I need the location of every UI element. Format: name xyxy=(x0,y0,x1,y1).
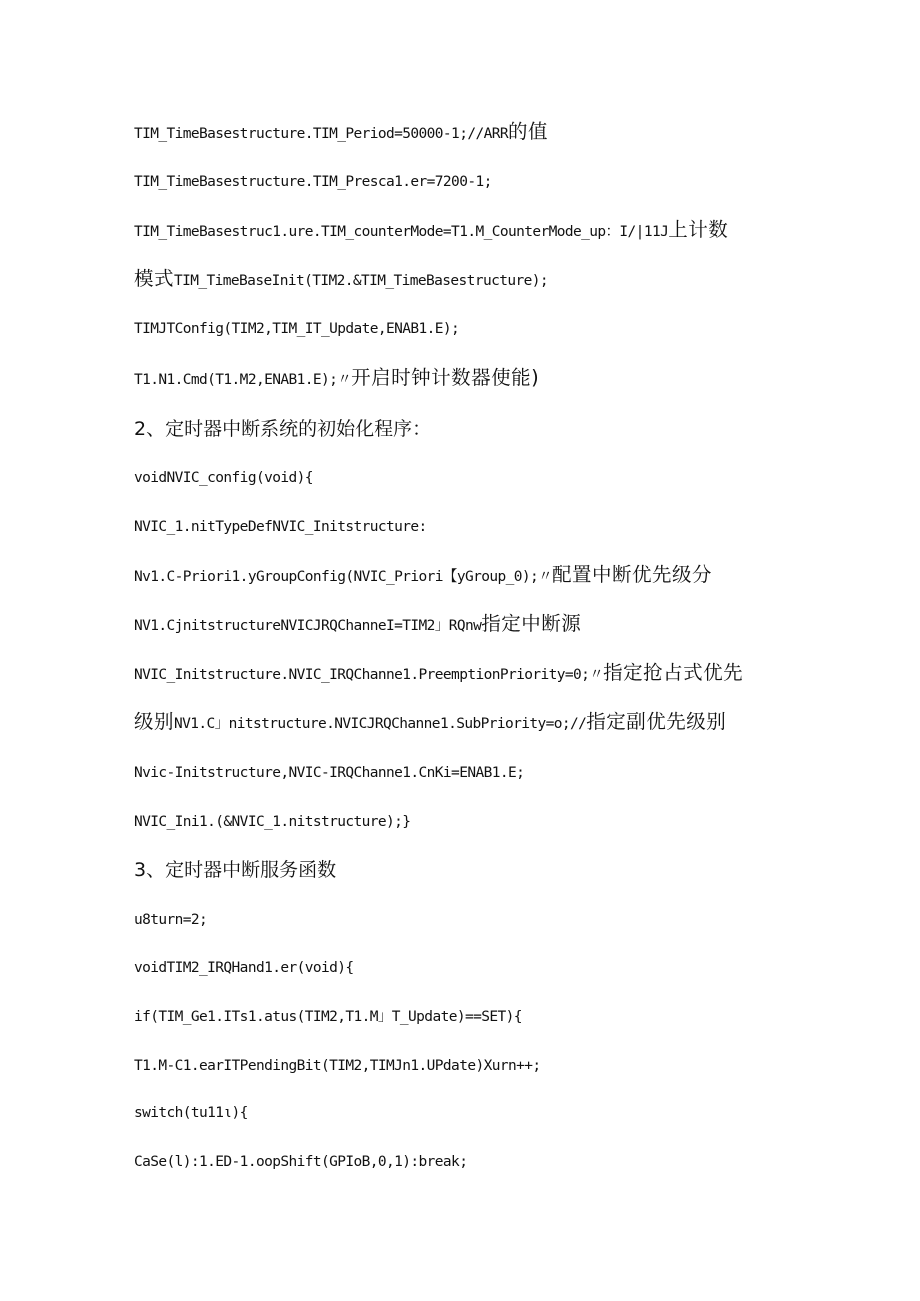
comment-text: 指定副优先级别 xyxy=(586,710,727,733)
comment-text: 指定中断源 xyxy=(481,612,582,635)
code-line-1 xyxy=(134,122,548,144)
comment-prefix: 模式 xyxy=(134,267,175,290)
comment-text: 开启时钟计数器使能) xyxy=(351,366,540,389)
code-text: TIM_TimeBasestructure.TIM_Presca1.er=7200-1; xyxy=(134,174,492,190)
code-line-11 xyxy=(134,614,581,636)
comment-text: 指定抢占式优先 xyxy=(603,661,744,684)
heading-text: 3、定时器中断服务函数 xyxy=(134,859,337,881)
code-line-3 xyxy=(134,220,728,242)
code-line-17 xyxy=(134,910,207,930)
code-text: NVIC_Initstructure.NVIC_IRQChanne1.PreemptionPriority=0;〃 xyxy=(134,667,604,683)
code-text: TIM_TimeBaseInit(TIM2.&TIM_TimeBasestructure); xyxy=(174,273,548,289)
code-text: Nvic-Initstructure,NVIC-IRQChanne1.CnKi=ENAB1.E; xyxy=(134,765,525,781)
comment-text: 的值 xyxy=(507,120,548,143)
code-line-14 xyxy=(134,763,524,783)
code-line-22 xyxy=(134,1152,467,1172)
code-text: if(TIM_Ge1.ITs1.atus(TIM2,T1.M」T_Update)==SET){ xyxy=(134,1009,522,1025)
code-text: voidNVIC_config(void){ xyxy=(134,470,313,486)
code-text: NVIC_Ini1.(&NVIC_1.nitstructure);} xyxy=(134,814,411,830)
code-line-18 xyxy=(134,958,354,978)
code-line-13 xyxy=(134,712,726,734)
comment-text: 上计数 xyxy=(668,218,729,241)
code-line-12 xyxy=(134,663,743,685)
code-line-2 xyxy=(134,172,492,192)
code-line-19 xyxy=(134,1007,522,1027)
code-text: CaSe(l):1.ED-1.oopShift(GPIoB,0,1):break; xyxy=(134,1154,468,1170)
code-line-8 xyxy=(134,468,313,488)
code-text: u8turn=2; xyxy=(134,912,208,928)
code-text: switch(tu11ι){ xyxy=(134,1105,248,1121)
code-text: NV1.C」nitstructure.NVICJRQChanne1.SubPriority=o;// xyxy=(174,716,587,732)
code-line-6 xyxy=(134,368,539,390)
code-text: TIM_TimeBasestruc1.ure.TIM_counterMode=T1.M_CounterMode_up：I/∣11J xyxy=(134,224,669,240)
code-text: TIMJTConfig(TIM2,TIM_IT_Update,ENAB1.E); xyxy=(134,321,460,337)
code-text: voidTIM2_IRQHand1.er(void){ xyxy=(134,960,354,976)
code-text: TIM_TimeBasestructure.TIM_Period=50000-1;//ARR xyxy=(134,126,508,142)
code-text: NVIC_1.nitTypeDefNVIC_Initstructure: xyxy=(134,519,427,535)
section-heading-3 xyxy=(134,857,336,883)
code-line-15 xyxy=(134,812,410,832)
code-line-10 xyxy=(134,565,712,587)
code-text: NV1.CjnitstructureNVICJRQChanneI=TIM2」RQnw xyxy=(134,618,482,634)
code-text: Nv1.C-Priori1.yGroupConfig(NVIC_Priori【yGroup_0);〃 xyxy=(134,569,553,585)
section-heading-2 xyxy=(134,416,431,442)
code-line-20 xyxy=(134,1056,541,1076)
code-text: T1.N1.Cmd(T1.M2,ENAB1.E);〃 xyxy=(134,372,352,388)
heading-text: 2、定时器中断系统的初始化程序： xyxy=(134,418,432,440)
code-line-5 xyxy=(134,319,459,339)
code-line-9 xyxy=(134,517,427,537)
code-text: T1.M-C1.earITPendingBit(TIM2,TIMJn1.UPdate)Xurn++; xyxy=(134,1058,541,1074)
code-line-4 xyxy=(134,269,548,291)
comment-text: 配置中断优先级分 xyxy=(552,563,713,586)
code-line-21 xyxy=(134,1103,248,1123)
comment-prefix: 级别 xyxy=(134,710,175,733)
